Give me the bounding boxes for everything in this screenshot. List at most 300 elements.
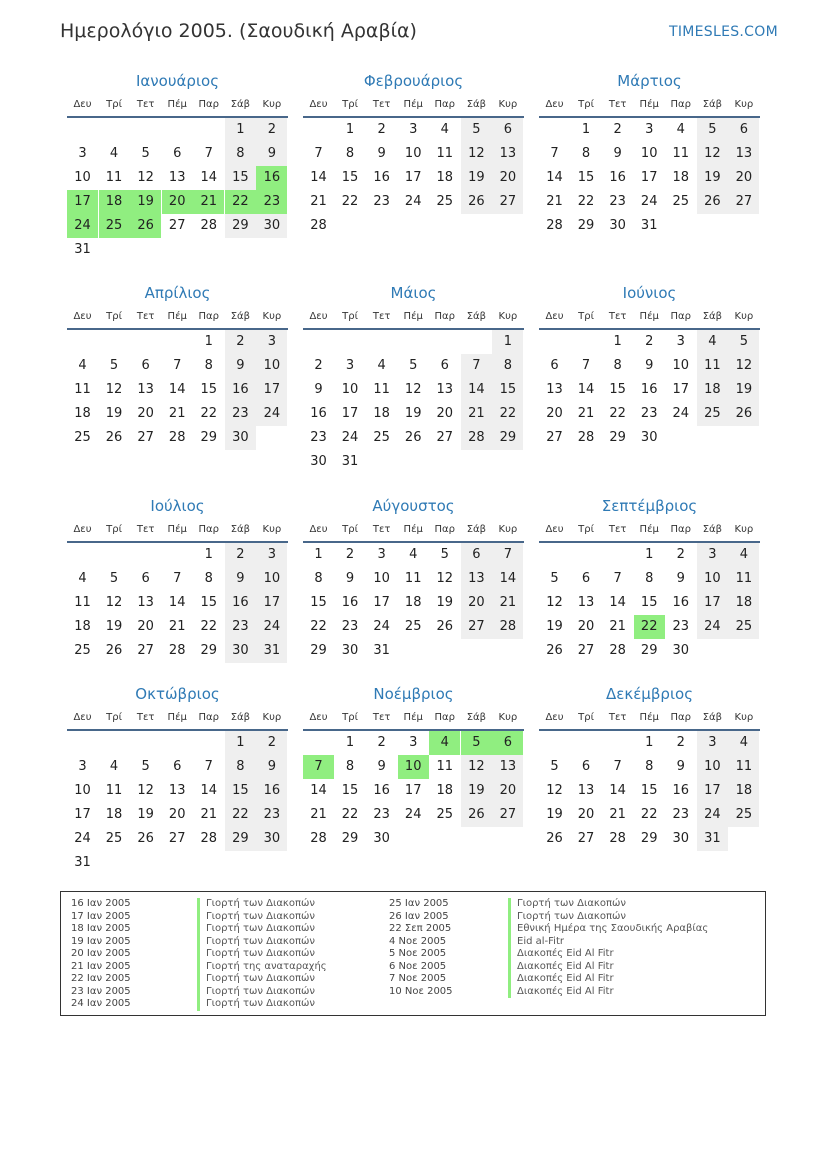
calendar-day: 7 bbox=[550, 146, 559, 161]
weekday-label: Τρί bbox=[342, 712, 358, 723]
legend-date: 23 Ιαν 2005 bbox=[71, 985, 131, 997]
calendar-day: 2 bbox=[314, 358, 323, 373]
calendar-day: 4 bbox=[377, 358, 386, 373]
holiday-day: 23 bbox=[256, 190, 287, 214]
calendar-day: 18 bbox=[672, 170, 690, 185]
calendar-day: 11 bbox=[436, 146, 454, 161]
weekday-label: Σάβ bbox=[230, 99, 250, 110]
weekday-label: Σάβ bbox=[230, 712, 250, 723]
calendar-day: 10 bbox=[640, 146, 658, 161]
calendar-day: 19 bbox=[137, 807, 154, 822]
weekday-label: Κυρ bbox=[262, 524, 282, 535]
calendar-day: 3 bbox=[377, 547, 386, 562]
month-block bbox=[303, 284, 524, 484]
calendar-day: 19 bbox=[404, 406, 422, 421]
calendar-day: 30 bbox=[640, 430, 658, 445]
calendar-day: 2 bbox=[267, 122, 277, 137]
calendar-day: 13 bbox=[735, 146, 753, 161]
calendar-day: 4 bbox=[78, 571, 87, 586]
calendar-day: 25 bbox=[436, 807, 454, 822]
calendar-day: 13 bbox=[499, 759, 517, 774]
calendar-day: 23 bbox=[232, 619, 249, 634]
calendar-day: 24 bbox=[341, 430, 359, 445]
calendar-day: 25 bbox=[373, 430, 390, 445]
legend-date: 16 Ιαν 2005 bbox=[71, 898, 131, 909]
calendar-day: 18 bbox=[436, 170, 454, 185]
weekday-label: Δευ bbox=[545, 712, 564, 723]
calendar-day: 10 bbox=[263, 571, 281, 586]
calendar-day: 25 bbox=[672, 194, 690, 209]
calendar-day: 29 bbox=[609, 430, 626, 445]
calendar-day: 12 bbox=[105, 382, 123, 397]
weekday-label: Παρ bbox=[670, 712, 691, 723]
calendar-day: 13 bbox=[546, 382, 563, 397]
calendar-day: 17 bbox=[263, 595, 281, 610]
calendar-day: 26 bbox=[546, 643, 563, 658]
calendar-day: 17 bbox=[704, 595, 721, 610]
calendar-day: 17 bbox=[404, 783, 422, 798]
calendar-day: 14 bbox=[200, 783, 218, 798]
calendar-day: 5 bbox=[739, 334, 749, 349]
calendar-day: 8 bbox=[345, 759, 355, 774]
calendar-day: 19 bbox=[546, 619, 563, 634]
month-name: Ιανουάριος bbox=[135, 72, 219, 90]
weekday-label: Σάβ bbox=[230, 311, 250, 322]
calendar-day: 28 bbox=[200, 831, 218, 846]
weekday-label: Τετ bbox=[372, 712, 391, 723]
calendar-day: 24 bbox=[263, 619, 281, 634]
calendar-day: 14 bbox=[499, 571, 517, 586]
calendar-day: 28 bbox=[468, 430, 485, 445]
calendar-day: 22 bbox=[341, 194, 359, 209]
month-block bbox=[539, 685, 760, 885]
calendar-day: 27 bbox=[577, 643, 595, 658]
calendar-day: 7 bbox=[314, 146, 323, 161]
calendar-day: 26 bbox=[404, 430, 422, 445]
calendar-day: 15 bbox=[341, 783, 359, 798]
calendar-day: 20 bbox=[436, 406, 454, 421]
calendar-day: 25 bbox=[735, 619, 753, 634]
weekday-label: Τρί bbox=[106, 99, 122, 110]
calendar-day: 15 bbox=[640, 595, 658, 610]
month-name: Απρίλιος bbox=[144, 284, 211, 302]
holiday-day: 18 bbox=[99, 190, 130, 214]
legend-holiday-name: Γιορτή των Διακοπών bbox=[197, 986, 327, 999]
calendar-day: 29 bbox=[200, 430, 218, 445]
calendar-day: 21 bbox=[499, 595, 517, 610]
calendar-day: 3 bbox=[78, 759, 87, 774]
calendar-day: 28 bbox=[499, 619, 517, 634]
calendar-day: 10 bbox=[74, 783, 91, 798]
calendar-day: 3 bbox=[708, 735, 717, 750]
calendar-day: 23 bbox=[672, 619, 690, 634]
weekday-label: Δευ bbox=[545, 99, 564, 110]
calendar-day: 8 bbox=[236, 759, 245, 774]
calendar-day: 19 bbox=[468, 783, 485, 798]
weekday-label: Σάβ bbox=[466, 524, 486, 535]
legend-holiday-name: Γιορτή των Διακοπών bbox=[197, 911, 327, 924]
calendar-day: 30 bbox=[263, 218, 281, 233]
calendar-day: 14 bbox=[468, 382, 485, 397]
calendar-day: 26 bbox=[735, 406, 753, 421]
calendar-day: 12 bbox=[546, 595, 563, 610]
calendar-day: 10 bbox=[341, 382, 359, 397]
calendar-day: 17 bbox=[704, 783, 721, 798]
legend-holiday-name: Διακοπές Eid Al Fitr bbox=[508, 973, 708, 986]
weekday-label: Τετ bbox=[372, 311, 391, 322]
legend-holiday-name: Γιορτή των Διακοπών bbox=[197, 936, 327, 949]
calendar-day: 25 bbox=[735, 807, 753, 822]
calendar-day: 9 bbox=[267, 146, 277, 161]
calendar-day: 2 bbox=[267, 735, 277, 750]
weekday-label: Κυρ bbox=[262, 712, 282, 723]
calendar-day: 30 bbox=[672, 643, 690, 658]
holiday-day: 24 bbox=[67, 214, 98, 238]
calendar-day: 24 bbox=[74, 831, 91, 846]
calendar-day: 6 bbox=[173, 759, 182, 774]
calendar-day: 25 bbox=[74, 430, 91, 445]
calendar-day: 31 bbox=[74, 855, 91, 870]
holiday-day: 7 bbox=[303, 755, 334, 779]
calendar-day: 19 bbox=[105, 406, 123, 421]
calendar-day: 21 bbox=[200, 807, 218, 822]
calendar-day: 27 bbox=[499, 194, 517, 209]
calendar-day: 9 bbox=[236, 358, 245, 373]
month-name: Ιούνιος bbox=[622, 284, 677, 302]
calendar-day: 12 bbox=[436, 571, 454, 586]
calendar-day: 2 bbox=[377, 735, 386, 750]
weekday-label: Τρί bbox=[106, 524, 122, 535]
calendar-day: 7 bbox=[613, 759, 622, 774]
calendar-day: 6 bbox=[141, 571, 150, 586]
calendar-day: 2 bbox=[676, 547, 685, 562]
calendar-day: 17 bbox=[672, 382, 690, 397]
weekday-label: Τετ bbox=[608, 712, 627, 723]
calendar-day: 28 bbox=[546, 218, 563, 233]
weekday-label: Κυρ bbox=[498, 524, 518, 535]
calendar-day: 4 bbox=[708, 334, 717, 349]
calendar-day: 1 bbox=[345, 122, 355, 137]
weekday-label: Παρ bbox=[434, 99, 455, 110]
weekday-label: Σάβ bbox=[702, 311, 722, 322]
calendar-day: 30 bbox=[263, 831, 281, 846]
calendar-day: 28 bbox=[168, 643, 186, 658]
calendar-day: 20 bbox=[137, 619, 154, 634]
calendar-day: 12 bbox=[137, 170, 154, 185]
calendar-day: 14 bbox=[168, 382, 186, 397]
calendar-day: 31 bbox=[263, 643, 281, 658]
calendar-day: 6 bbox=[472, 547, 481, 562]
calendar-day: 27 bbox=[436, 430, 454, 445]
weekday-label: Παρ bbox=[670, 99, 691, 110]
month-name: Μάιος bbox=[390, 284, 437, 302]
weekday-label: Τρί bbox=[342, 524, 358, 535]
calendar-day: 13 bbox=[137, 382, 154, 397]
calendar-day: 16 bbox=[263, 783, 281, 798]
calendar-day: 28 bbox=[310, 218, 327, 233]
legend-right-dates bbox=[389, 898, 453, 998]
weekday-label: Παρ bbox=[198, 712, 219, 723]
calendar-day: 9 bbox=[377, 146, 386, 161]
calendar-day: 7 bbox=[204, 759, 213, 774]
legend-holiday-name: Γιορτή των Διακοπών bbox=[197, 998, 327, 1011]
weekday-label: Κυρ bbox=[498, 712, 518, 723]
calendar-day: 8 bbox=[345, 146, 355, 161]
weekday-label: Δευ bbox=[73, 712, 92, 723]
calendar-day: 16 bbox=[373, 170, 390, 185]
calendar-day: 5 bbox=[141, 146, 150, 161]
calendar-day: 16 bbox=[640, 382, 658, 397]
holiday-day: 22 bbox=[225, 190, 256, 214]
calendar-day: 12 bbox=[546, 783, 563, 798]
calendar-day: 18 bbox=[373, 406, 390, 421]
calendar-day: 22 bbox=[609, 406, 626, 421]
month-name: Νοέμβριος bbox=[373, 685, 454, 703]
calendar-day: 18 bbox=[735, 595, 753, 610]
weekday-label: Τρί bbox=[106, 712, 122, 723]
calendar-day: 16 bbox=[672, 783, 690, 798]
weekday-label: Τετ bbox=[136, 311, 155, 322]
month-block bbox=[539, 72, 760, 272]
calendar-day: 11 bbox=[373, 382, 390, 397]
calendar-day: 5 bbox=[109, 358, 119, 373]
calendar-day: 5 bbox=[472, 122, 481, 137]
legend-holiday-name: Γιορτή των Διακοπών bbox=[508, 911, 708, 924]
calendar-day: 11 bbox=[105, 170, 123, 185]
holiday-day: 22 bbox=[634, 615, 665, 639]
calendar-day: 7 bbox=[472, 358, 481, 373]
calendar-day: 15 bbox=[609, 382, 626, 397]
holiday-day: 6 bbox=[492, 731, 523, 755]
weekday-label: Τρί bbox=[342, 99, 358, 110]
calendar-day: 25 bbox=[105, 831, 123, 846]
calendar-day: 27 bbox=[168, 831, 186, 846]
legend-holiday-name: Γιορτή των Διακοπών bbox=[197, 948, 327, 961]
calendar-day: 12 bbox=[735, 358, 753, 373]
calendar-day: 5 bbox=[550, 759, 559, 774]
legend-holiday-name: Διακοπές Eid Al Fitr bbox=[508, 961, 708, 974]
calendar-day: 4 bbox=[676, 122, 685, 137]
calendar-day: 3 bbox=[676, 334, 685, 349]
weekday-label: Σάβ bbox=[702, 712, 722, 723]
calendar-day: 15 bbox=[232, 170, 249, 185]
calendar-day: 17 bbox=[74, 807, 91, 822]
calendar-day: 27 bbox=[137, 643, 154, 658]
calendar-day: 1 bbox=[236, 122, 245, 137]
weekday-label: Τετ bbox=[136, 712, 155, 723]
legend-date: 18 Ιαν 2005 bbox=[71, 923, 131, 934]
calendar-day: 25 bbox=[704, 406, 721, 421]
holiday-day: 19 bbox=[130, 190, 161, 214]
calendar-day: 30 bbox=[310, 454, 327, 469]
calendar-day: 3 bbox=[409, 735, 418, 750]
calendar-day: 8 bbox=[204, 571, 213, 586]
calendar-day: 1 bbox=[613, 334, 622, 349]
calendar-day: 11 bbox=[74, 382, 91, 397]
calendar-day: 8 bbox=[581, 146, 591, 161]
calendar-day: 29 bbox=[577, 218, 595, 233]
calendar-day: 27 bbox=[137, 430, 154, 445]
calendar-day: 24 bbox=[704, 619, 721, 634]
calendar-day: 25 bbox=[404, 619, 422, 634]
calendar-day: 1 bbox=[503, 334, 513, 349]
calendar-day: 13 bbox=[137, 595, 154, 610]
calendar-day: 13 bbox=[168, 783, 186, 798]
calendar-day: 31 bbox=[640, 218, 658, 233]
weekday-label: Πέμ bbox=[167, 311, 187, 322]
weekday-label: Πέμ bbox=[403, 712, 423, 723]
weekday-label: Τρί bbox=[578, 524, 594, 535]
calendar-day: 24 bbox=[373, 619, 390, 634]
calendar-day: 5 bbox=[708, 122, 717, 137]
calendar-day: 20 bbox=[577, 619, 595, 634]
calendar-day: 12 bbox=[137, 783, 154, 798]
calendar-day: 1 bbox=[204, 334, 213, 349]
legend-holiday-name: Διακοπές Eid Al Fitr bbox=[508, 986, 708, 999]
calendar-day: 9 bbox=[613, 146, 622, 161]
calendar-day: 16 bbox=[232, 382, 249, 397]
calendar-day: 12 bbox=[468, 146, 485, 161]
legend-date: 20 Ιαν 2005 bbox=[71, 948, 131, 959]
calendar-day: 15 bbox=[232, 783, 249, 798]
weekday-label: Παρ bbox=[434, 524, 455, 535]
calendar-day: 27 bbox=[577, 831, 595, 846]
calendar-day: 21 bbox=[310, 807, 327, 822]
weekday-label: Κυρ bbox=[734, 311, 754, 322]
calendar-day: 17 bbox=[640, 170, 658, 185]
calendar-day: 21 bbox=[609, 619, 626, 634]
calendar-day: 4 bbox=[409, 547, 418, 562]
calendar-day: 30 bbox=[373, 831, 390, 846]
calendar-day: 2 bbox=[645, 334, 654, 349]
calendar-day: 24 bbox=[404, 807, 422, 822]
calendar-day: 12 bbox=[105, 595, 123, 610]
month-name: Δεκέμβριος bbox=[605, 685, 693, 703]
calendar-day: 18 bbox=[735, 783, 753, 798]
site-link[interactable]: TIMESLES.COM bbox=[669, 24, 778, 40]
calendar-day: 2 bbox=[613, 122, 622, 137]
calendar-day: 4 bbox=[109, 759, 119, 774]
weekday-label: Τετ bbox=[608, 99, 627, 110]
calendar-day: 25 bbox=[436, 194, 454, 209]
calendar-day: 2 bbox=[676, 735, 685, 750]
calendar-day: 24 bbox=[263, 406, 281, 421]
calendar-day: 4 bbox=[440, 122, 449, 137]
calendar-day: 10 bbox=[263, 358, 281, 373]
weekday-label: Κυρ bbox=[498, 99, 518, 110]
calendar-day: 3 bbox=[645, 122, 654, 137]
calendar-day: 17 bbox=[404, 170, 422, 185]
calendar-day: 21 bbox=[468, 406, 485, 421]
calendar-day: 15 bbox=[577, 170, 595, 185]
calendar-day: 29 bbox=[232, 831, 249, 846]
calendar-day: 14 bbox=[310, 170, 327, 185]
legend-holiday-name: Γιορτή των Διακοπών bbox=[197, 973, 327, 986]
calendar-day: 4 bbox=[739, 735, 749, 750]
calendar-day: 9 bbox=[676, 571, 685, 586]
month-name: Μάρτιος bbox=[617, 72, 682, 90]
calendar-day: 16 bbox=[341, 595, 359, 610]
weekday-label: Παρ bbox=[670, 311, 691, 322]
month-block bbox=[539, 497, 760, 697]
calendar-day: 22 bbox=[232, 807, 249, 822]
weekday-label: Τετ bbox=[136, 524, 155, 535]
calendar-day: 18 bbox=[105, 807, 123, 822]
holiday-day: 20 bbox=[162, 190, 193, 214]
calendar-day: 16 bbox=[373, 783, 390, 798]
calendar-day: 9 bbox=[345, 571, 355, 586]
calendar-day: 1 bbox=[645, 735, 654, 750]
calendar-day: 28 bbox=[609, 831, 626, 846]
calendar-day: 6 bbox=[581, 571, 591, 586]
weekday-label: Πέμ bbox=[167, 712, 187, 723]
calendar-day: 8 bbox=[204, 358, 213, 373]
calendar-day: 23 bbox=[373, 194, 390, 209]
calendar-day: 16 bbox=[609, 170, 626, 185]
legend-holiday-name: Γιορτή των Διακοπών bbox=[197, 923, 327, 936]
legend-left-dates bbox=[71, 898, 131, 1011]
legend-date: 6 Νοε 2005 bbox=[389, 960, 447, 972]
holiday-legend bbox=[60, 891, 766, 1016]
calendar-day: 21 bbox=[577, 406, 595, 421]
calendar-day: 6 bbox=[141, 358, 150, 373]
weekday-label: Δευ bbox=[309, 712, 328, 723]
weekday-label: Τρί bbox=[578, 99, 594, 110]
calendar-day: 10 bbox=[704, 759, 721, 774]
holiday-day: 25 bbox=[99, 214, 130, 238]
calendar-day: 21 bbox=[609, 807, 626, 822]
calendar-day: 30 bbox=[609, 218, 626, 233]
weekday-label: Σάβ bbox=[466, 311, 486, 322]
legend-holiday-name: Διακοπές Eid Al Fitr bbox=[508, 948, 708, 961]
calendar-day: 22 bbox=[499, 406, 517, 421]
calendar-day: 3 bbox=[78, 146, 87, 161]
weekday-label: Δευ bbox=[73, 524, 92, 535]
calendar-day: 17 bbox=[373, 595, 390, 610]
calendar-day: 6 bbox=[173, 146, 182, 161]
calendar-day: 18 bbox=[704, 382, 721, 397]
calendar-day: 9 bbox=[676, 759, 685, 774]
month-block bbox=[67, 72, 288, 272]
calendar-day: 11 bbox=[74, 595, 91, 610]
month-block bbox=[303, 497, 524, 697]
weekday-label: Πέμ bbox=[167, 524, 187, 535]
legend-holiday-name: Eid al-Fitr bbox=[508, 936, 708, 949]
calendar-day: 28 bbox=[609, 643, 626, 658]
calendar-day: 19 bbox=[704, 170, 721, 185]
calendar-day: 27 bbox=[735, 194, 753, 209]
calendar-day: 9 bbox=[267, 759, 277, 774]
calendar-day: 10 bbox=[704, 571, 721, 586]
month-block bbox=[303, 685, 524, 885]
calendar-day: 21 bbox=[168, 406, 186, 421]
weekday-label: Δευ bbox=[545, 524, 564, 535]
calendar-day: 14 bbox=[168, 595, 186, 610]
holiday-day: 10 bbox=[398, 755, 429, 779]
calendar-day: 15 bbox=[499, 382, 517, 397]
calendar-day: 3 bbox=[708, 547, 717, 562]
calendar-day: 23 bbox=[341, 619, 359, 634]
calendar-day: 7 bbox=[503, 547, 513, 562]
calendar-day: 3 bbox=[267, 334, 277, 349]
month-block bbox=[303, 72, 524, 272]
calendar-day: 30 bbox=[672, 831, 690, 846]
calendar-day: 9 bbox=[236, 571, 245, 586]
calendar-day: 30 bbox=[341, 643, 359, 658]
calendar-day: 30 bbox=[232, 430, 249, 445]
calendar-day: 23 bbox=[672, 807, 690, 822]
calendar-day: 22 bbox=[310, 619, 327, 634]
